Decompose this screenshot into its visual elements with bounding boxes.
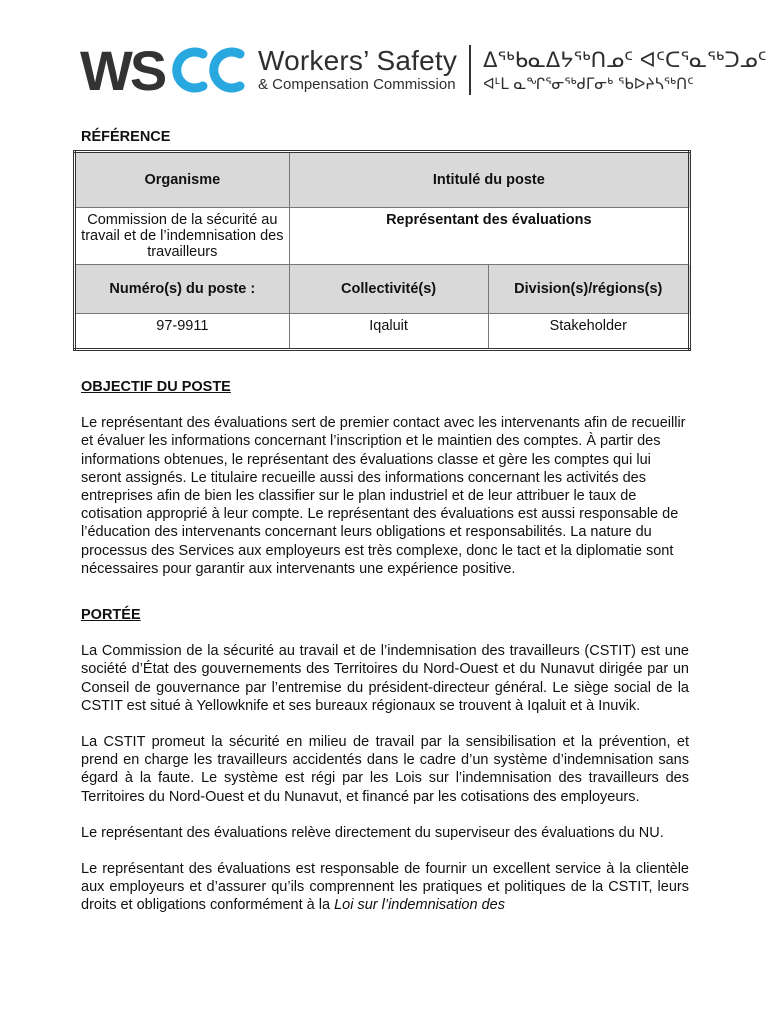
table-row xyxy=(75,314,690,350)
table-row xyxy=(75,152,690,208)
numero-value: 97-9911 xyxy=(75,314,290,350)
objectif-heading: OBJECTIF DU POSTE xyxy=(81,379,231,395)
logo-syllabics-line1: ᐃᖅᑲᓇᐃᔭᖅᑎᓄᑦ ᐊᑦᑕᕐᓇᖅᑐᓄᑦ xyxy=(483,48,767,72)
portee-section xyxy=(81,606,689,915)
header-numero: Numéro(s) du poste : xyxy=(75,265,290,314)
header-organisme: Organisme xyxy=(75,152,290,208)
intitule-value: Représentant des évaluations xyxy=(289,208,689,265)
table-row xyxy=(75,265,690,314)
reference-table xyxy=(73,150,691,351)
organisme-value: Commission de la sécurité au travail et de l’indemnisation des travailleurs xyxy=(75,208,290,265)
portee-paragraph-4 xyxy=(81,860,689,915)
collectivite-value: Iqaluit xyxy=(289,314,488,350)
portee-paragraph-2: La CSTIT promeut la sécurité en milieu de travail par la sensibilisation et la prévention, et prend en charge les travailleurs accidentés dans le cadre d’un système d’indemnisation sans égard à la faute. Le système est régi par les Lois sur l’indemnisation des travailleurs des Territoires du Nord-Ouest et du Nunavut, et financé par les cotisations des employeurs. xyxy=(81,734,689,805)
portee-paragraph-4-text: Le représentant des évaluations est responsable de fournir un excellent service à la clientèle aux employeurs et d’assurer qu’ils comprennent les pratiques et politiques de la CSTIT, leurs droits et obligations conformément à la xyxy=(81,861,689,914)
wscc-letters-graphic xyxy=(80,44,246,96)
objectif-section xyxy=(81,378,689,578)
header-intitule: Intitulé du poste xyxy=(289,152,689,208)
law-title-italic: Loi sur l’indemnisation des xyxy=(334,897,505,914)
logo-name-line2: & Compensation Commission xyxy=(258,76,456,93)
logo-divider xyxy=(469,45,471,95)
portee-paragraph-1: La Commission de la sécurité au travail et de l’indemnisation des travailleurs (CSTIT) est une société d’État des gouvernements des Territoires du Nord-Ouest et du Nunavut dirigée par un Conseil de gouvernance par l’entremise du président-directeur général. Le siège social de la CSTIT est situé à Yellowknife et ses bureaux régionaux se trouvent à Iqaluit et à Inuvik. xyxy=(81,643,689,714)
portee-heading: PORTÉE xyxy=(81,607,141,623)
division-value: Stakeholder xyxy=(488,314,689,350)
logo-name xyxy=(258,46,457,94)
table-row xyxy=(75,208,690,265)
objectif-text: Le représentant des évaluations sert de premier contact avec les intervenants afin de recueillir et évaluer les informations concernant l’inscription et le maintien des comptes. À partir des informations obtenues, le représentant des évaluations classe et gère les comptes qui lui seront assignés. Le titulaire recueille aussi des informations concernant les activités des entreprises afin de bien les classifier sur le plan industriel et de leur attribuer le taux de cotisation approprié à leur compte. Le représentant des évaluations est aussi responsable de l’éducation des intervenants concernant leurs obligations et responsabilités. La nature du processus des Services aux employeurs est très complexe, donc le tact et la diplomatie sont nécessaires pour garantir aux intervenants une expérience positive. xyxy=(81,415,686,577)
logo-syllabics-line2: ᐊᒻᒪ ᓇᖏᕐᓂᖅᑯᒥᓂᒃ ᖃᐅᔨᓴᖅᑎᑦ xyxy=(483,75,694,93)
header-division: Division(s)/régions(s) xyxy=(488,265,689,314)
header-collectivite: Collectivité(s) xyxy=(289,265,488,314)
reference-title: RÉFÉRENCE xyxy=(81,129,171,145)
logo-name-line1: Workers’ Safety xyxy=(258,45,458,76)
wscc-logo-mark xyxy=(80,42,246,98)
svg-text:WS: WS xyxy=(80,44,165,96)
logo-syllabics xyxy=(483,46,767,94)
wscc-logo xyxy=(80,42,767,98)
portee-paragraph-3: Le représentant des évaluations relève directement du superviseur des évaluations du NU. xyxy=(81,824,664,841)
